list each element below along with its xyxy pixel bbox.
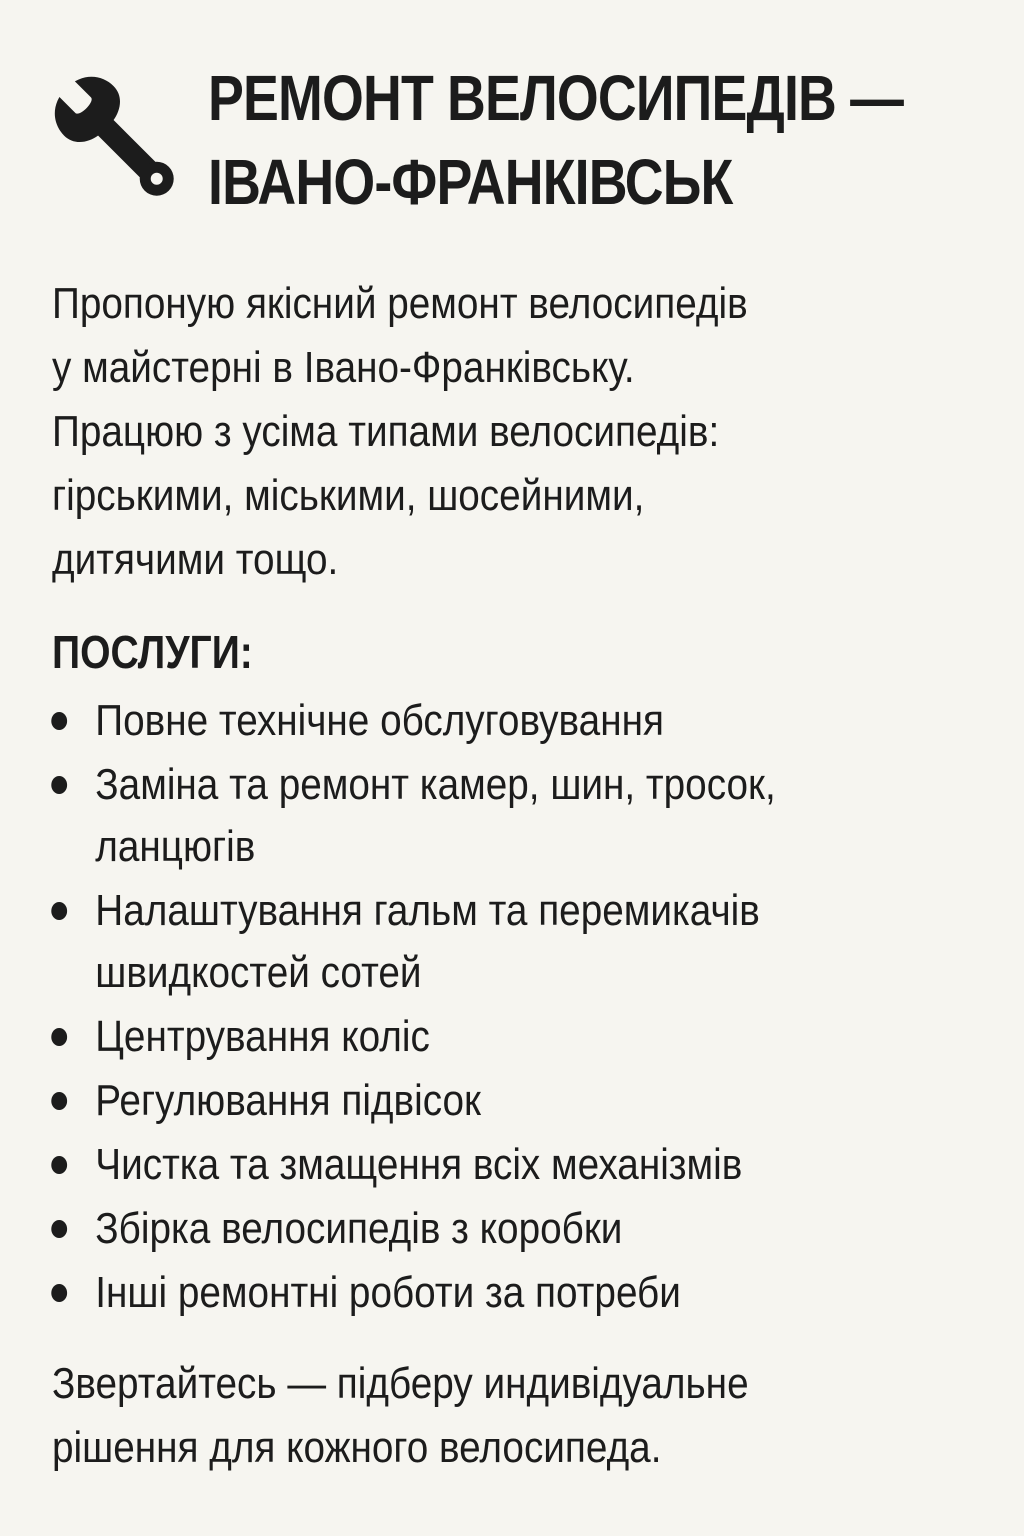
bullet-icon xyxy=(51,1028,67,1046)
intro-line: Працюю з усіма типами велосипедів: xyxy=(52,407,720,456)
bullet-icon xyxy=(51,712,67,730)
services-heading: ПОСЛУГИ: xyxy=(52,626,253,678)
title-line: ІВАНО-ФРАНКІВСЬК xyxy=(208,146,733,218)
bullet-icon xyxy=(51,1220,67,1238)
list-item xyxy=(46,1198,891,1260)
list-item-text: Повне технічне обслуговування xyxy=(95,696,664,745)
list-item-text: ланцюгів xyxy=(95,822,256,871)
list-item xyxy=(46,1262,891,1324)
bullet-icon xyxy=(51,1092,67,1110)
intro-line: дитячими тощо. xyxy=(52,535,339,584)
closing-line: Звертайтесь — підберу индивідуальне xyxy=(52,1359,749,1408)
list-item-text: Заміна та ремонт камер, шин, тросок, xyxy=(95,760,776,809)
closing-paragraph xyxy=(52,1352,879,1480)
intro-line: Пропоную якісний ремонт велосипедів xyxy=(52,279,748,328)
list-item-text: Центрування коліс xyxy=(95,1012,430,1061)
bullet-icon xyxy=(51,1284,67,1302)
list-item-text: Налаштування гальм та перемикачів xyxy=(95,886,760,935)
wrench-icon xyxy=(40,62,190,212)
list-item xyxy=(46,690,891,752)
list-item xyxy=(46,880,891,1004)
intro-line: гірськими, міськими, шосейними, xyxy=(52,471,645,520)
list-item xyxy=(46,754,891,878)
list-item-text: Збірка велосипедів з коробки xyxy=(95,1204,623,1253)
list-item xyxy=(46,1070,891,1132)
intro-paragraph xyxy=(52,272,879,592)
list-item-text: швидкостей сотей xyxy=(95,948,422,997)
list-item-text: Чистка та змащення всіх механізмів xyxy=(95,1140,743,1189)
services-list xyxy=(46,690,891,1326)
title-line: РЕМОНТ ВЕЛОСИПЕДІВ — xyxy=(208,62,904,134)
list-item xyxy=(46,1006,891,1068)
closing-line: рішення для кожного велосипеда. xyxy=(52,1423,662,1472)
list-item xyxy=(46,1134,891,1196)
bullet-icon xyxy=(51,776,67,794)
list-item-text: Регулювання підвісок xyxy=(95,1076,481,1125)
intro-line: у майстерні в Івано-Франківську. xyxy=(52,343,635,392)
page-title xyxy=(208,56,903,224)
header xyxy=(40,56,1000,226)
list-item-text: Інші ремонтні роботи за потреби xyxy=(95,1268,681,1317)
bullet-icon xyxy=(51,1156,67,1174)
bullet-icon xyxy=(51,902,67,920)
